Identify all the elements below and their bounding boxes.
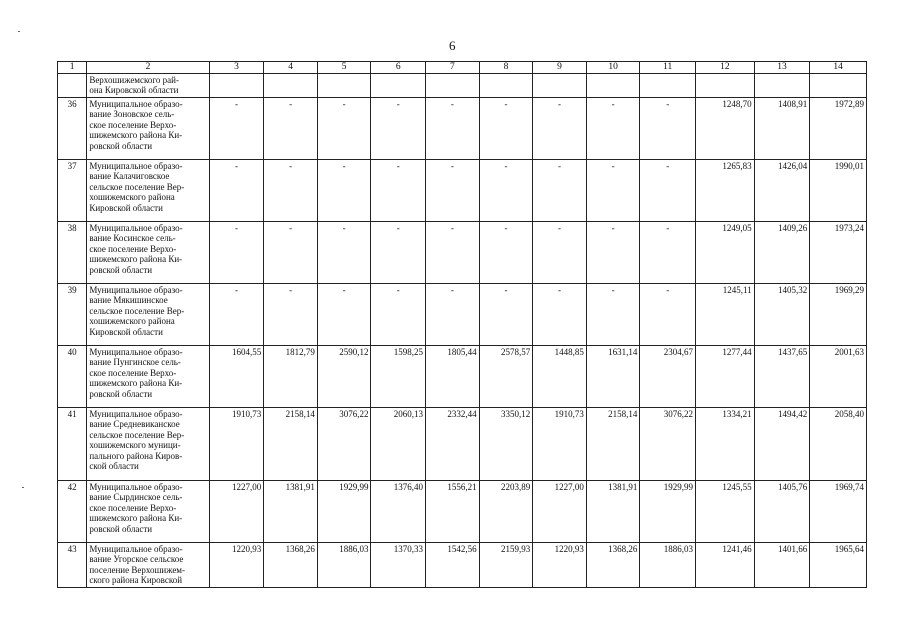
table-cell: 1910,73	[209, 407, 264, 480]
table-cell: -	[479, 221, 533, 283]
row-name: Муниципальное образо- вание Сырдинское сель- ское поселение Верхо- шижемского района Ки- ровской области	[87, 480, 209, 542]
table-cell: 1969,29	[810, 283, 867, 345]
column-header: 4	[264, 62, 318, 74]
table-cell: 1248,70	[696, 97, 755, 159]
row-name: Верхошижемского рай- она Кировской области	[87, 73, 209, 97]
row-number	[58, 73, 87, 97]
table-cell: 1249,05	[696, 221, 755, 283]
table-row	[58, 542, 867, 587]
table-cell: -	[317, 283, 371, 345]
table-cell	[479, 73, 533, 97]
table-cell: -	[371, 97, 426, 159]
table-cell: 1376,40	[371, 480, 426, 542]
table-cell: 1408,91	[754, 97, 810, 159]
table-cell	[371, 73, 426, 97]
row-name: Муниципальное образо- вание Косинское сель- ское поселение Верхо- шижемского района Ки- ровской области	[87, 221, 209, 283]
table-cell: 1220,93	[209, 542, 264, 587]
table-cell: -	[640, 221, 696, 283]
table-cell: -	[479, 159, 533, 221]
table-row	[58, 159, 867, 221]
row-name: Муниципальное образо- вание Пунгинское сель- ское поселение Верхо- шижемского района Ки- ровской области	[87, 345, 209, 407]
table-cell: 3076,22	[640, 407, 696, 480]
row-name: Муниципальное образо- вание Средневиканское сельское поселение Вер- хошижемского муници- пального района Киров- ской области	[87, 407, 209, 480]
row-name: Муниципальное образо- вание Зоновское сель- ское поселение Верхо- шижемского района Ки- ровской области	[87, 97, 209, 159]
header-row	[58, 62, 867, 74]
table-cell: 1929,99	[640, 480, 696, 542]
table-cell: 2304,67	[640, 345, 696, 407]
table-row	[58, 97, 867, 159]
table-cell: -	[209, 221, 264, 283]
table-cell: -	[264, 97, 318, 159]
table-cell: 3350,12	[479, 407, 533, 480]
table-cell: 1368,26	[264, 542, 318, 587]
table-cell: 1542,56	[426, 542, 480, 587]
scan-speck	[18, 31, 20, 32]
table-cell: 2159,93	[479, 542, 533, 587]
table-cell	[209, 73, 264, 97]
table-cell: 1405,76	[754, 480, 810, 542]
row-number: 40	[58, 345, 87, 407]
scan-speck	[22, 487, 24, 488]
table-cell: 1965,64	[810, 542, 867, 587]
column-header: 8	[479, 62, 533, 74]
table-cell: 3076,22	[317, 407, 371, 480]
table-cell: -	[640, 283, 696, 345]
table-cell: -	[317, 97, 371, 159]
table-cell: -	[586, 97, 640, 159]
table-cell: 1805,44	[426, 345, 480, 407]
row-name: Муниципальное образо- вание Калачиговское сельское поселение Вер- хошижемского района Кировской области	[87, 159, 209, 221]
table-cell	[640, 73, 696, 97]
table-cell: 1448,85	[533, 345, 587, 407]
table-cell: 2158,14	[264, 407, 318, 480]
table-cell: 1929,99	[317, 480, 371, 542]
table-cell: 1910,73	[533, 407, 587, 480]
table-cell: -	[640, 97, 696, 159]
table-cell: 1604,55	[209, 345, 264, 407]
table-cell: 1409,26	[754, 221, 810, 283]
column-header: 9	[533, 62, 587, 74]
table-cell: 1334,21	[696, 407, 755, 480]
table-cell: 1227,00	[533, 480, 587, 542]
table-cell: -	[586, 159, 640, 221]
table-cell: -	[209, 283, 264, 345]
table-cell: 1969,74	[810, 480, 867, 542]
row-number: 41	[58, 407, 87, 480]
table-cell: 1241,46	[696, 542, 755, 587]
table-cell: -	[371, 221, 426, 283]
table-cell	[696, 73, 755, 97]
table-cell: -	[209, 159, 264, 221]
table-cell: -	[533, 97, 587, 159]
table-cell	[426, 73, 480, 97]
column-header: 3	[209, 62, 264, 74]
column-header: 10	[586, 62, 640, 74]
column-header: 1	[58, 62, 87, 74]
table-row	[58, 480, 867, 542]
row-number: 37	[58, 159, 87, 221]
table-cell: 2590,12	[317, 345, 371, 407]
table-cell: 1245,11	[696, 283, 755, 345]
table-cell	[317, 73, 371, 97]
table-cell	[810, 73, 867, 97]
table-row	[58, 283, 867, 345]
column-header: 11	[640, 62, 696, 74]
table-cell: 1220,93	[533, 542, 587, 587]
row-name: Муниципальное образо- вание Угорское сельское поселение Верхошижем- ского района Кировской	[87, 542, 209, 587]
table-cell: 2578,57	[479, 345, 533, 407]
table-cell: 1886,03	[317, 542, 371, 587]
table-cell: -	[264, 283, 318, 345]
row-number: 36	[58, 97, 87, 159]
table-cell: 2058,40	[810, 407, 867, 480]
table-cell: 1405,32	[754, 283, 810, 345]
table-cell: 1277,44	[696, 345, 755, 407]
table-cell: -	[533, 283, 587, 345]
table-cell: 2332,44	[426, 407, 480, 480]
table-cell: 1990,01	[810, 159, 867, 221]
table-cell: 1494,42	[754, 407, 810, 480]
table-cell: -	[371, 159, 426, 221]
table-row	[58, 221, 867, 283]
table-cell: -	[426, 159, 480, 221]
table-cell: -	[264, 221, 318, 283]
table-cell: 1381,91	[264, 480, 318, 542]
table-cell: -	[317, 159, 371, 221]
table-cell: 1265,83	[696, 159, 755, 221]
table-cell: 2001,63	[810, 345, 867, 407]
table-cell: -	[640, 159, 696, 221]
table-cell: -	[426, 283, 480, 345]
table-cell: -	[533, 221, 587, 283]
row-number: 38	[58, 221, 87, 283]
table-cell: 1973,24	[810, 221, 867, 283]
table-cell: 1631,14	[586, 345, 640, 407]
table-cell: 1426,04	[754, 159, 810, 221]
table-cell: 1556,21	[426, 480, 480, 542]
table-cell: 1598,25	[371, 345, 426, 407]
table-cell: 1368,26	[586, 542, 640, 587]
table-cell: -	[479, 97, 533, 159]
column-header: 5	[317, 62, 371, 74]
table-cell: -	[586, 221, 640, 283]
table-cell: 1886,03	[640, 542, 696, 587]
column-header: 14	[810, 62, 867, 74]
table-cell: 2203,89	[479, 480, 533, 542]
table-cell	[754, 73, 810, 97]
table-cell: -	[371, 283, 426, 345]
column-header: 12	[696, 62, 755, 74]
table-cell: 1437,65	[754, 345, 810, 407]
row-number: 43	[58, 542, 87, 587]
column-header: 13	[754, 62, 810, 74]
table-cell: -	[264, 159, 318, 221]
table-cell	[533, 73, 587, 97]
table-cell: 1812,79	[264, 345, 318, 407]
data-table	[57, 61, 867, 588]
table-row	[58, 73, 867, 97]
table-body	[58, 62, 867, 588]
table-cell: 2158,14	[586, 407, 640, 480]
table-cell	[586, 73, 640, 97]
row-number: 39	[58, 283, 87, 345]
row-number: 42	[58, 480, 87, 542]
table-cell: -	[586, 283, 640, 345]
column-header: 2	[87, 62, 209, 74]
table-cell: -	[426, 221, 480, 283]
table-cell: -	[426, 97, 480, 159]
table-cell: 1381,91	[586, 480, 640, 542]
table-cell: -	[209, 97, 264, 159]
table-cell: 1972,89	[810, 97, 867, 159]
table-cell: 2060,13	[371, 407, 426, 480]
table-cell	[264, 73, 318, 97]
page-number: 6	[449, 38, 456, 53]
table-cell: 1401,66	[754, 542, 810, 587]
table-cell: 1370,33	[371, 542, 426, 587]
column-header: 6	[371, 62, 426, 74]
table-cell: -	[317, 221, 371, 283]
table-row	[58, 345, 867, 407]
table-cell: -	[479, 283, 533, 345]
table-cell: 1227,00	[209, 480, 264, 542]
column-header: 7	[426, 62, 480, 74]
row-name: Муниципальное образо- вание Мякишинское сельское поселение Вер- хошижемского района Кировской области	[87, 283, 209, 345]
table-cell: 1245,55	[696, 480, 755, 542]
table-cell: -	[533, 159, 587, 221]
table-row	[58, 407, 867, 480]
